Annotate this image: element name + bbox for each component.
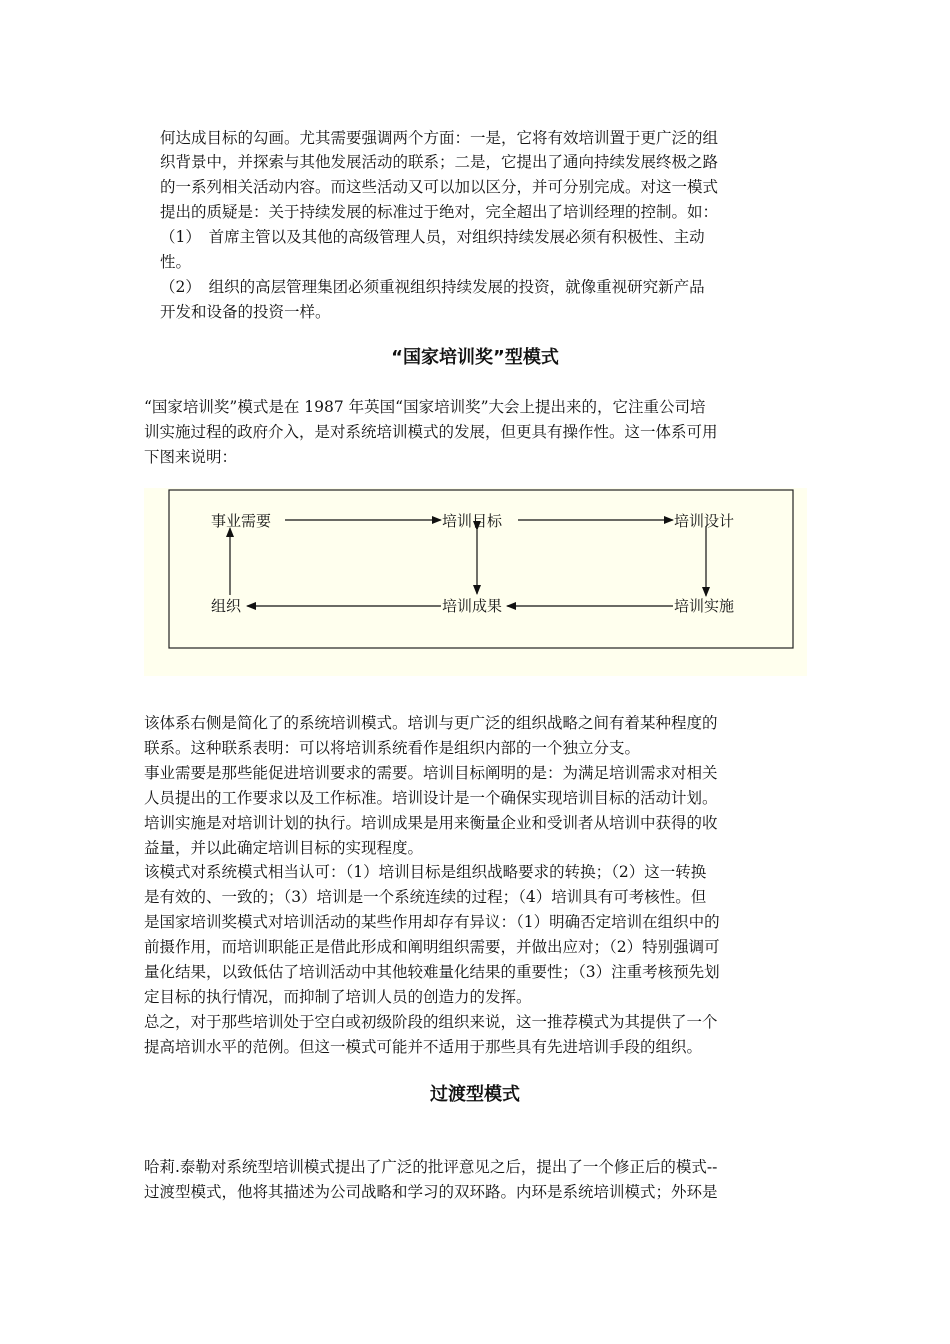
section1-body-line: 联系。这种联系表明：可以将培训系统看作是组织内部的一个独立分支。 (144, 739, 641, 757)
node-training-result: 培训成果 (442, 597, 503, 615)
section1-body-line: 提高培训水平的范例。但这一模式可能并不适用于那些具有先进培训手段的组织。 (144, 1038, 703, 1056)
section1-body-line: 总之，对于那些培训处于空白或初级阶段的组织来说，这一推荐模式为其提供了一个 (144, 1013, 718, 1031)
section2-body-line: 哈莉.泰勒对系统型培训模式提出了广泛的批评意见之后，提出了一个修正后的模式-- (144, 1158, 718, 1176)
node-training-objective: 培训目标 (442, 512, 503, 530)
section1-body-line: 该体系右侧是简化了的系统培训模式。培训与更广泛的组织战略之间有着某种程度的 (144, 714, 718, 732)
intro-list-item-1-cont: 性。 (160, 253, 192, 271)
section1-body-line: 量化结果，以致低估了培训活动中其他较难量化结果的重要性；（3）注重考核预先划 (144, 963, 720, 981)
diagram-svg (144, 488, 807, 676)
section-heading-national-training-award: “国家培训奖”型模式 (391, 347, 559, 368)
section1-body-line: 人员提出的工作要求以及工作标准。培训设计是一个确保实现培训目标的活动计划。 (144, 789, 718, 807)
intro-line: 提出的质疑是：关于持续发展的标准过于绝对，完全超出了培训经理的控制。如： (160, 203, 719, 221)
intro-list-item-1: （1） 首席主管以及其他的高级管理人员，对组织持续发展必须有积极性、主动 (160, 228, 705, 246)
section1-body-line: 是国家培训奖模式对培训活动的某些作用却存有异议：（1）明确否定培训在组织中的 (144, 913, 720, 931)
node-business-need: 事业需要 (211, 512, 272, 530)
section1-body-line: 定目标的执行情况，而抑制了培训人员的创造力的发挥。 (144, 988, 532, 1006)
section2-body-line: 过渡型模式，他将其描述为公司战略和学习的双环路。内环是系统培训模式；外环是 (144, 1183, 718, 1201)
section1-body-line: 是有效的、一致的；（3）培训是一个系统连续的过程；（4）培训具有可考核性。但 (144, 888, 707, 906)
intro-list-item-2: （2） 组织的高层管理集团必须重视组织持续发展的投资，就像重视研究新产品 (160, 278, 705, 296)
section1-intro-line: 下图来说明： (144, 448, 238, 466)
intro-list-item-2-cont: 开发和设备的投资一样。 (160, 303, 331, 321)
section1-body-line: 前摄作用，而培训职能正是借此形成和阐明组织需要，并做出应对；（2）特别强调可 (144, 938, 720, 956)
section1-body-line: 培训实施是对培训计划的执行。培训成果是用来衡量企业和受训者从培训中获得的收 (144, 814, 718, 832)
section1-body-line: 事业需要是那些能促进培训要求的需要。培训目标阐明的是：为满足培训需求对相关 (144, 764, 718, 782)
node-organization: 组织 (211, 597, 242, 615)
node-training-implementation: 培训实施 (674, 597, 735, 615)
node-training-design: 培训设计 (674, 512, 735, 530)
intro-line: 的一系列相关活动内容。而这些活动又可以加以区分，并可分别完成。对这一模式 (160, 178, 719, 196)
section1-intro-line: “国家培训奖”模式是在 1987 年英国“国家培训奖”大会上提出来的，它注重公司培 (144, 398, 706, 416)
intro-line: 何达成目标的勾画。尤其需要强调两个方面：一是，它将有效培训置于更广泛的组 (160, 129, 719, 147)
section-heading-transitional-model: 过渡型模式 (430, 1084, 520, 1105)
intro-line: 织背景中，并探索与其他发展活动的联系；二是，它提出了通向持续发展终极之路 (160, 153, 719, 171)
section1-body-line: 益量，并以此确定培训目标的实现程度。 (144, 839, 424, 857)
training-model-diagram (144, 488, 807, 676)
section1-intro-line: 训实施过程的政府介入，是对系统培训模式的发展，但更具有操作性。这一体系可用 (144, 423, 718, 441)
section1-body-line: 该模式对系统模式相当认可：（1）培训目标是组织战略要求的转换；（2）这一转换 (144, 863, 707, 881)
